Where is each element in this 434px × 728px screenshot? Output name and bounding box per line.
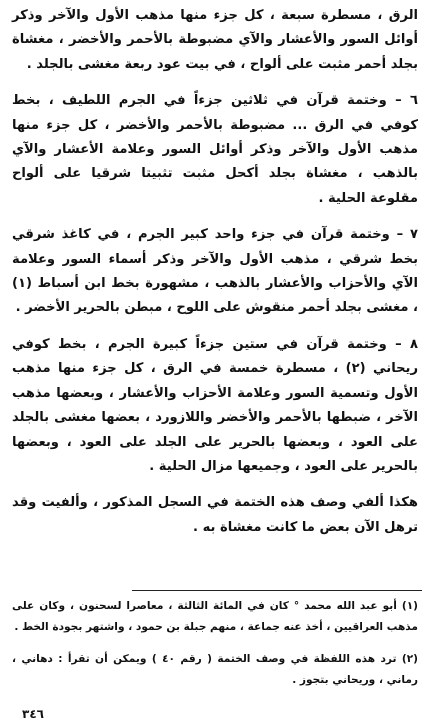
paragraph-closing: هكذا ألفي وصف هذه الختمة في السجل المذكور ، وألفيت وقد ترهل الآن بعض ما كانت مغشاة به . <box>12 495 418 535</box>
footnote-1: (١) أبو عبد الله محمد ° كان في المائة الثالثة ، معاصرا لسحنون ، وكان على مذهب العراقيين ، أخذ عنه جماعة ، منهم جبلة بن حمود ، واشتهر بجودة الخط . <box>12 600 418 633</box>
paragraph-item-8: ٨ – وختمة قرآن في ستين جزءاً كبيرة الجرم ، بخط كوفي ريحاني (٢) ، مسطرة خمسة في الرق ، كل جزء منها مذهب الأول وتسمية السور وعلامة الأحزاب والأعشار ، وبعضها مذهب الآخر ، ضبطها بالأحمر والأخضر واللازورد ، بعضها مغشى بالجلد على العود ، وبعضها بالحرير على الجلد على العود ، وبعضها بالحرير على العود ، وجميعها مزال الحلية . <box>12 336 419 474</box>
footnote-2: (٢) ترد هذه اللفظة في وصف الختمة ( رقم ٤٠ ) ويمكن أن تقرأ : دهاني ، رماني ، وريحاني بتجوز . <box>12 653 418 686</box>
main-text <box>12 4 418 540</box>
footnote-divider <box>132 590 422 591</box>
paragraph-item-6: ٦ – وختمة قرآن في ثلاثين جزءاً في الجرم اللطيف ، بخط كوفي في الرق ... مضبوطة بالأحمر والأخضر ، كل جزء منها مذهب الأول والآخر وذكر أوائل السور وعلامة الأعشار والآي بالذهب ، مغشاة بجلد أكحل مثبت تثبيتا شرقيا على ألواح مقلوعة الحلية . <box>12 93 418 206</box>
paragraph-item-7: ٧ – وختمة قرآن في جزء واحد كبير الجرم ، في كاغذ شرقي بخط شرقي ، مذهب الأول والآخر وذكر أسماء السور وعلامة الآي والأحزاب والأعشار بالذهب ، مشهورة بخط ابن أسباط (١) ، مغشى بجلد أحمر منقوش على اللوح ، مبطن بالحرير الأخضر . <box>12 227 418 316</box>
paragraph-continuation: الرق ، مسطرة سبعة ، كل جزء منها مذهب الأول والآخر وذكر أوائل السور والأعشار والآي مضبوطة بالأحمر والأخضر ، مغشاة بجلد أحمر مثبت على ألواح ، في بيت عود ربعة مغشى بالجلد . <box>12 8 418 72</box>
page-number: ٣٤٦ <box>22 707 44 721</box>
footnotes <box>12 596 418 690</box>
